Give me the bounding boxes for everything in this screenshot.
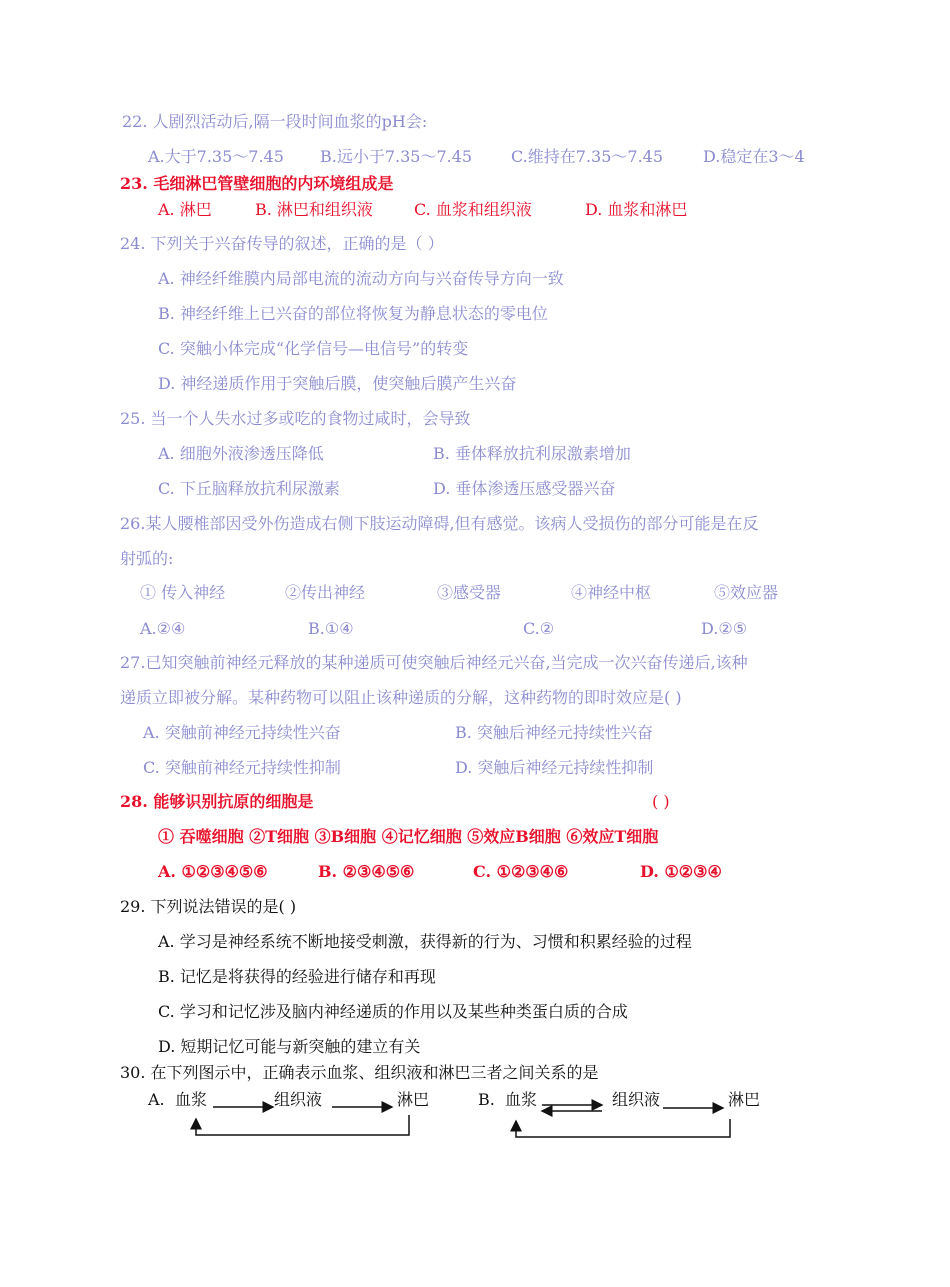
- q28-option-b: B. ②③④⑤⑥: [318, 862, 415, 881]
- q24-option-c: C. 突触小体完成“化学信号—电信号”的转变: [158, 339, 469, 358]
- q29-option-b: B. 记忆是将获得的经验进行储存和再现: [158, 967, 436, 986]
- q29-option-d: D. 短期记忆可能与新突触的建立有关: [158, 1037, 421, 1056]
- diagram-a-arrows: [180, 1095, 420, 1140]
- q25-option-a: A. 细胞外液渗透压降低: [158, 444, 324, 463]
- q25-option-c: C. 下丘脑释放抗利尿激素: [158, 479, 340, 498]
- q27-option-d: D. 突触后神经元持续性抑制: [455, 758, 654, 777]
- q29-option-c: C. 学习和记忆涉及脑内神经递质的作用以及某些种类蛋白质的合成: [158, 1002, 628, 1021]
- diagram-b-arrows: [505, 1095, 745, 1140]
- q29-option-a: A. 学习是神经系统不断地接受刺激，获得新的行为、习惯和积累经验的过程: [158, 932, 692, 951]
- q26-option-c: C.②: [523, 619, 555, 638]
- diagram-a-lymph: 淋巴: [397, 1090, 430, 1109]
- q28-stem: 28. 能够识别抗原的细胞是: [120, 792, 314, 811]
- q22-option-d: D.稳定在3～4: [703, 147, 805, 166]
- q23-option-a: A. 淋巴: [158, 200, 212, 219]
- arrow-lymph-to-plasma: [516, 1119, 730, 1137]
- q30-option-a-label: A.: [148, 1090, 165, 1109]
- q23-option-d: D. 血浆和淋巴: [585, 200, 688, 219]
- arrow-lymph-to-plasma: [196, 1115, 409, 1135]
- q25-option-d: D. 垂体渗透压感受器兴奋: [433, 479, 616, 498]
- q26-item-1: ① 传入神经: [140, 583, 226, 602]
- q28-option-c: C. ①②③④⑥: [473, 862, 569, 881]
- q27-stem-line2: 递质立即被分解。某种药物可以阻止该种递质的分解，这种药物的即时效应是( ): [120, 688, 682, 707]
- q23-stem: 23. 毛细淋巴管壁细胞的内环境组成是: [120, 174, 394, 193]
- diagram-b-tissue-fluid: 组织液: [612, 1090, 661, 1109]
- q30-option-b-label: B.: [478, 1090, 495, 1109]
- q22-option-c: C.维持在7.35～7.45: [511, 147, 664, 166]
- q26-option-b: B.①④: [308, 619, 354, 638]
- q23-option-b: B. 淋巴和组织液: [255, 200, 373, 219]
- q26-option-d: D.②⑤: [701, 619, 748, 638]
- q28-option-a: A. ①②③④⑤⑥: [158, 862, 268, 881]
- q22-stem: 22. 人剧烈活动后,隔一段时间血浆的pH会:: [122, 112, 428, 131]
- q24-option-b: B. 神经纤维上已兴奋的部位将恢复为静息状态的零电位: [158, 304, 548, 323]
- q27-stem-line1: 27.已知突触前神经元释放的某种递质可使突触后神经元兴奋,当完成一次兴奋传递后,该种: [120, 653, 748, 672]
- q25-stem: 25. 当一个人失水过多或吃的食物过咸时，会导致: [120, 409, 471, 428]
- q22-option-a: A.大于7.35～7.45: [148, 147, 284, 166]
- q28-option-d: D. ①②③④: [640, 862, 722, 881]
- q26-stem-line1: 26.某人腰椎部因受外伤造成右侧下肢运动障碍,但有感觉。该病人受损伤的部分可能是在反: [120, 514, 759, 533]
- q26-item-4: ④神经中枢: [571, 583, 652, 602]
- q27-option-a: A. 突触前神经元持续性兴奋: [143, 723, 341, 742]
- diagram-b-plasma: 血浆: [505, 1090, 538, 1109]
- diagram-b-lymph: 淋巴: [728, 1090, 761, 1109]
- q28-answer-paren: ( ): [652, 792, 670, 811]
- q28-cell-list: ① 吞噬细胞 ②T细胞 ③B细胞 ④记忆细胞 ⑤效应B细胞 ⑥效应T细胞: [158, 827, 659, 846]
- q23-option-c: C. 血浆和组织液: [414, 200, 532, 219]
- q26-item-2: ②传出神经: [285, 583, 366, 602]
- q26-stem-line2: 射弧的:: [120, 549, 174, 568]
- q25-option-b: B. 垂体释放抗利尿激素增加: [433, 444, 631, 463]
- diagram-a-plasma: 血浆: [175, 1090, 208, 1109]
- q27-option-c: C. 突触前神经元持续性抑制: [143, 758, 341, 777]
- q24-option-a: A. 神经纤维膜内局部电流的流动方向与兴奋传导方向一致: [158, 269, 564, 288]
- q26-item-5: ⑤效应器: [714, 583, 779, 602]
- q24-stem: 24. 下列关于兴奋传导的叙述，正确的是（ ）: [120, 234, 444, 253]
- q29-stem: 29. 下列说法错误的是( ): [120, 897, 297, 916]
- q22-option-b: B.远小于7.35～7.45: [320, 147, 473, 166]
- q26-item-3: ③感受器: [437, 583, 502, 602]
- q26-option-a: A.②④: [140, 619, 186, 638]
- q27-option-b: B. 突触后神经元持续性兴奋: [455, 723, 653, 742]
- q30-stem: 30. 在下列图示中，正确表示血浆、组织液和淋巴三者之间关系的是: [120, 1063, 599, 1082]
- diagram-a-tissue-fluid: 组织液: [274, 1090, 323, 1109]
- q24-option-d: D. 神经递质作用于突触后膜，使突触后膜产生兴奋: [158, 374, 517, 393]
